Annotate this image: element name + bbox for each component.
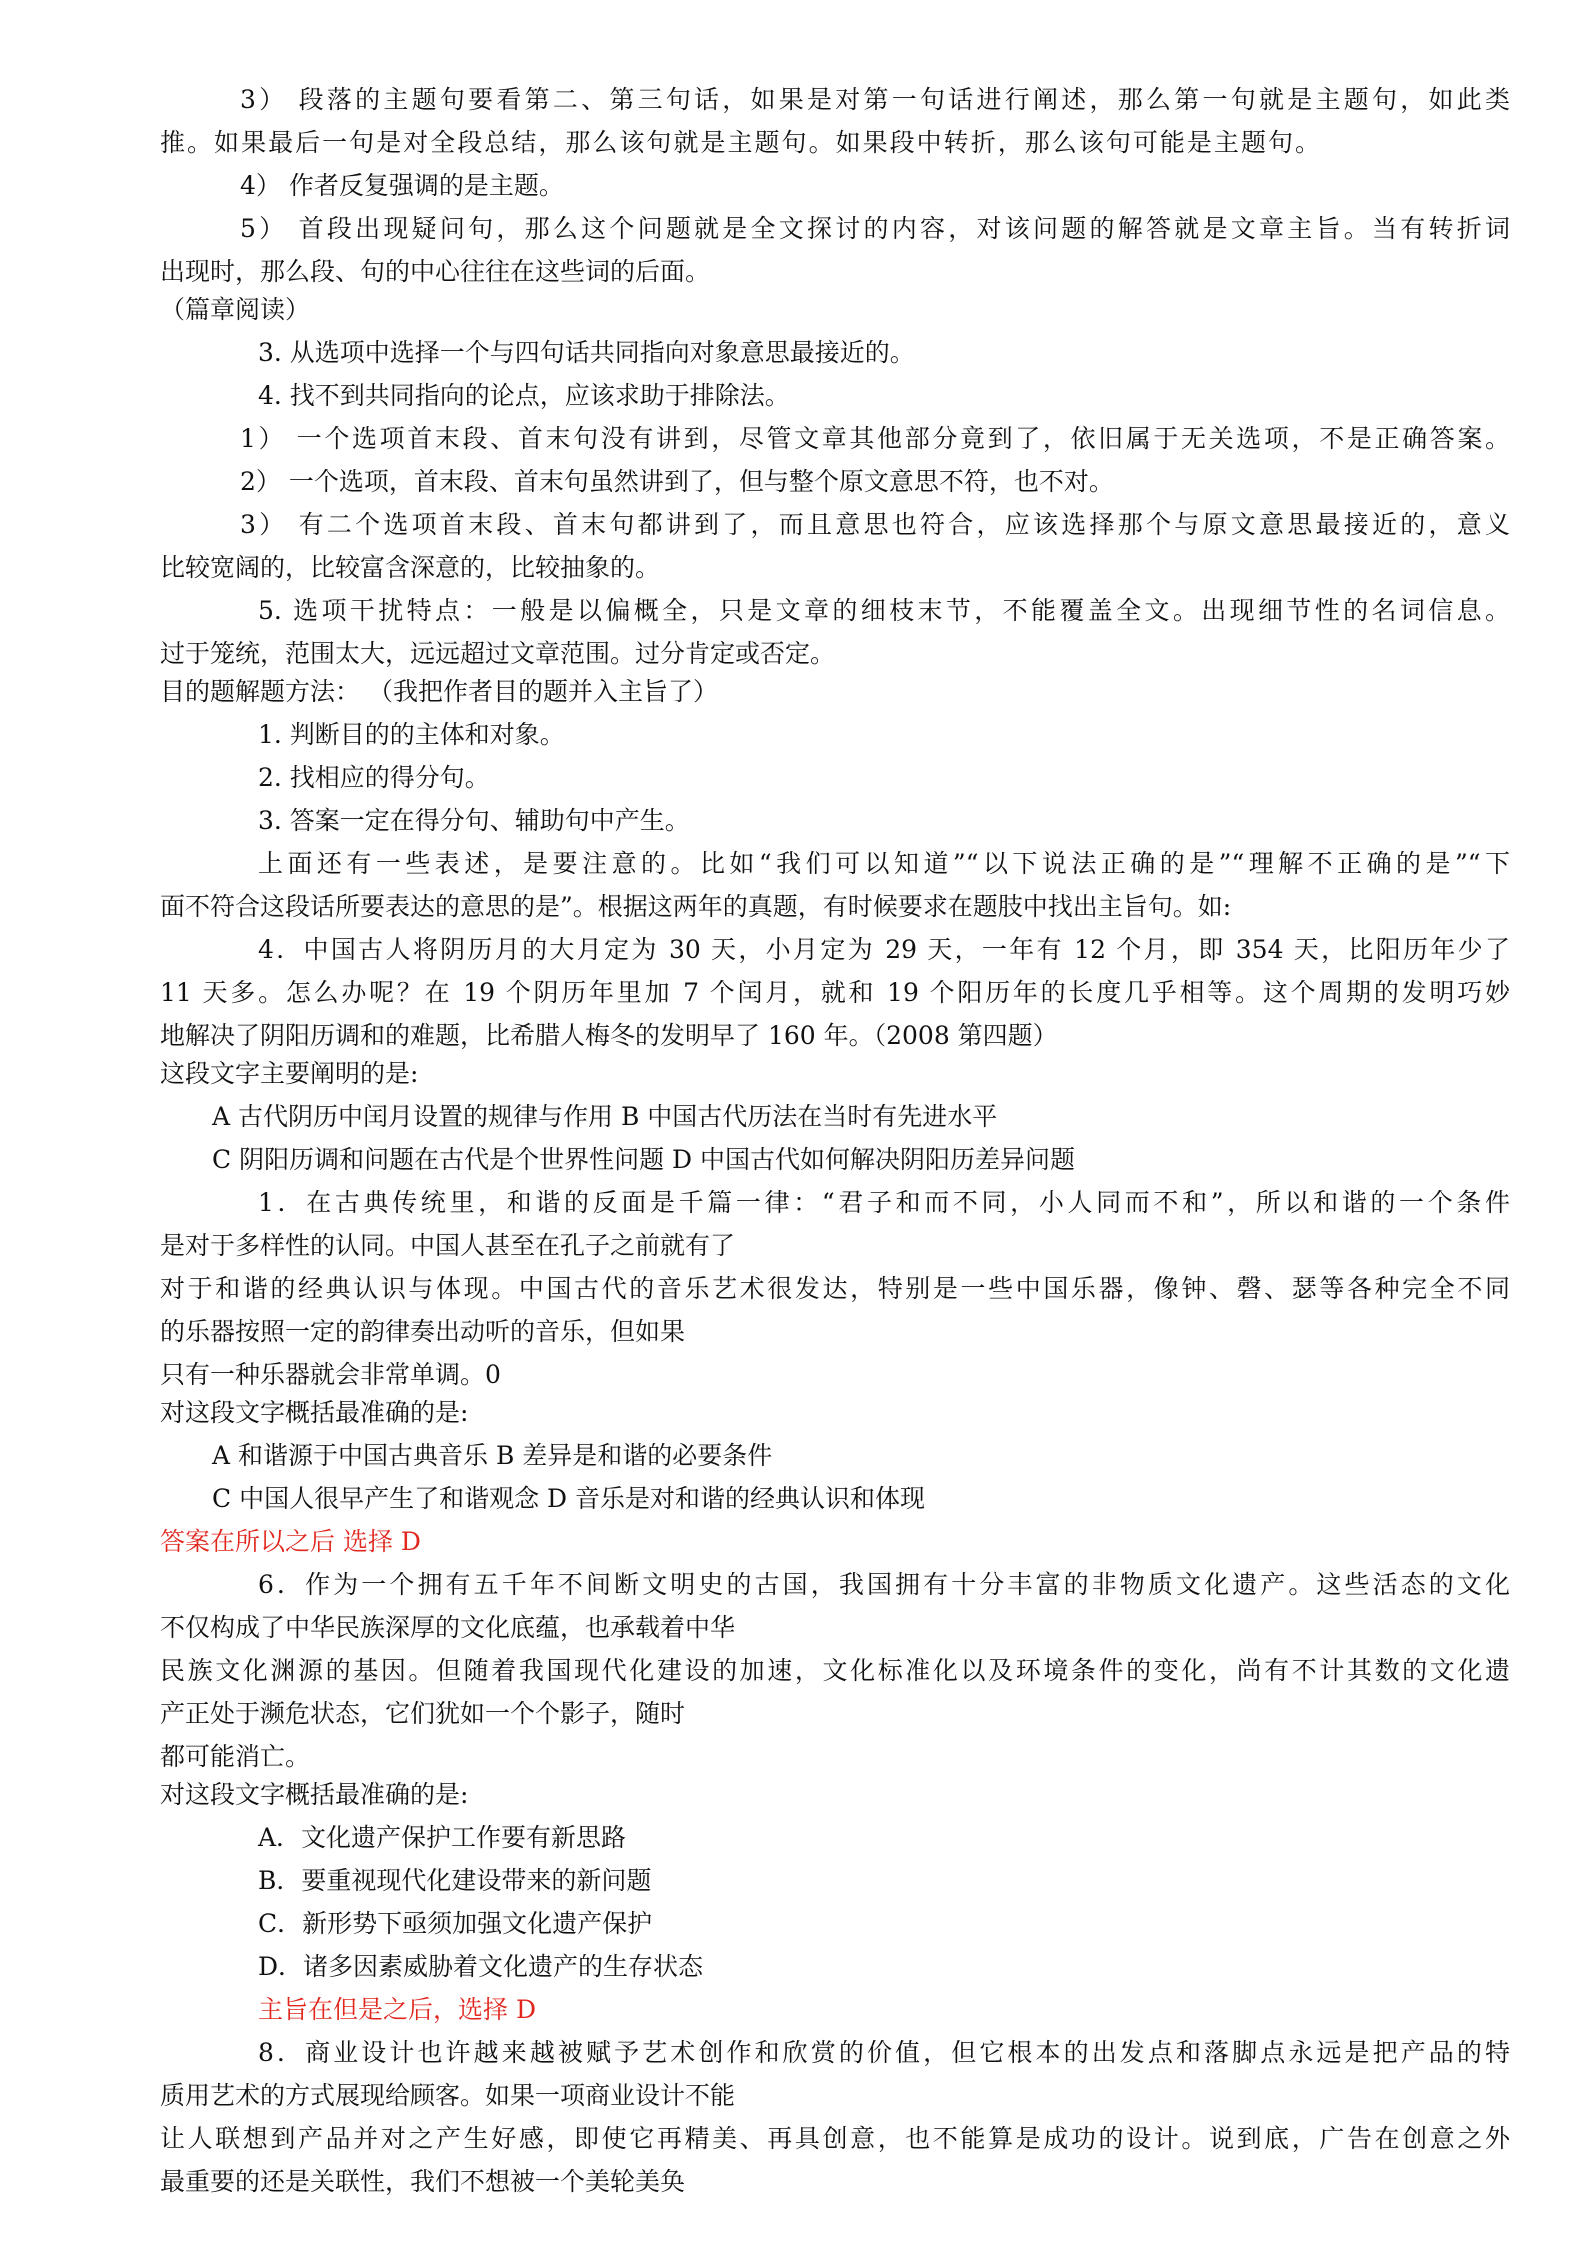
text-line: 是对于多样性的认同。中国人甚至在孔子之前就有了 xyxy=(160,1231,736,1260)
text-line: 1） 一个选项首末段、首末句没有讲到，尽管文章其他部分竟到了，依旧属于无关选项，不是正确答案。 xyxy=(240,424,1510,453)
answer-note: 主旨在但是之后，选择 D xyxy=(258,1995,536,2024)
question-prompt: 对这段文字概括最准确的是: xyxy=(160,1398,469,1427)
option-row: A．文化遗产保护工作要有新思路 xyxy=(258,1823,627,1852)
text-line: 3） 有二个选项首末段、首末句都讲到了，而且意思也符合，应该选择那个与原文意思最接近的，意义 xyxy=(240,510,1510,539)
text-line: 产正处于濒危状态，它们犹如一个个影子，随时 xyxy=(160,1699,686,1728)
text-line: 只有一种乐器就会非常单调。0 xyxy=(160,1360,501,1389)
text-line: 1. 判断目的的主体和对象。 xyxy=(258,720,565,749)
text-line: 推。如果最后一句是对全段总结，那么该句就是主题句。如果段中转折，那么该句可能是主题句。 xyxy=(160,128,1320,157)
text-line: 4．中国古人将阴历月的大月定为 30 天，小月定为 29 天，一年有 12 个月，即 354 天，比阳历年少了 xyxy=(258,935,1510,964)
text-line: 3） 段落的主题句要看第二、第三句话，如果是对第一句话进行阐述，那么第一句就是主题句，如此类 xyxy=(240,85,1510,114)
text-line: 地解决了阴阳历调和的难题，比希腊人梅冬的发明早了 160 年。（2008 第四题） xyxy=(160,1021,1058,1050)
option-row: C 阴阳历调和问题在古代是个世界性问题 D 中国古代如何解决阴阳历差异问题 xyxy=(212,1145,1076,1174)
text-line: 面不符合这段话所要表达的意思的是”。根据这两年的真题，有时候要求在题肢中找出主旨句。如: xyxy=(160,892,1232,921)
text-line: 让人联想到产品并对之产生好感，即使它再精美、再具创意，也不能算是成功的设计。说到底，广告在创意之外 xyxy=(160,2124,1510,2153)
section-heading: 目的题解题方法： （我把作者目的题并入主旨了） xyxy=(160,677,718,706)
text-line: 2） 一个选项，首末段、首末句虽然讲到了，但与整个原文意思不符，也不对。 xyxy=(240,467,1114,496)
option-row: D．诸多因素威胁着文化遗产的生存状态 xyxy=(258,1952,704,1981)
text-line: 11 天多。怎么办呢？在 19 个阴历年里加 7 个闰月，就和 19 个阳历年的长度几乎相等。这个周期的发明巧妙 xyxy=(160,978,1510,1007)
answer-note: 答案在所以之后 选择 D xyxy=(160,1527,421,1556)
text-line: 最重要的还是关联性，我们不想被一个美轮美奂 xyxy=(160,2167,686,2196)
text-line: 质用艺术的方式展现给顾客。如果一项商业设计不能 xyxy=(160,2081,736,2110)
text-line: 都可能消亡。 xyxy=(160,1742,311,1771)
text-line: 的乐器按照一定的韵律奏出动听的音乐，但如果 xyxy=(160,1317,686,1346)
option-row: C．新形势下亟须加强文化遗产保护 xyxy=(258,1909,653,1938)
text-line: 2. 找相应的得分句。 xyxy=(258,763,490,792)
text-line: 1．在古典传统里，和谐的反面是千篇一律：“君子和而不同，小人同而不和”，所以和谐的一个条件 xyxy=(258,1188,1510,1217)
text-line: 3. 从选项中选择一个与四句话共同指向对象意思最接近的。 xyxy=(258,338,915,367)
option-row: B．要重视现代化建设带来的新问题 xyxy=(258,1866,652,1895)
text-line: 8．商业设计也许越来越被赋予艺术创作和欣赏的价值，但它根本的出发点和落脚点永远是把产品的特 xyxy=(258,2038,1510,2067)
text-line: 比较宽阔的，比较富含深意的，比较抽象的。 xyxy=(160,553,661,582)
text-line: 民族文化渊源的基因。但随着我国现代化建设的加速，文化标准化以及环境条件的变化，尚有不计其数的文化遗 xyxy=(160,1656,1510,1685)
text-line: 4） 作者反复强调的是主题。 xyxy=(240,171,564,200)
question-prompt: 这段文字主要阐明的是: xyxy=(160,1059,419,1088)
text-line: 6．作为一个拥有五千年不间断文明史的古国，我国拥有十分丰富的非物质文化遗产。这些活态的文化 xyxy=(258,1570,1510,1599)
text-line: 5. 选项干扰特点：一般是以偏概全，只是文章的细枝末节，不能覆盖全文。出现细节性的名词信息。 xyxy=(258,596,1510,625)
text-line: 上面还有一些表述，是要注意的。比如“我们可以知道”“以下说法正确的是”“理解不正确的是”“下 xyxy=(258,849,1510,878)
text-line: 4. 找不到共同指向的论点，应该求助于排除法。 xyxy=(258,381,790,410)
text-line: 对于和谐的经典认识与体现。中国古代的音乐艺术很发达，特别是一些中国乐器，像钟、磬、瑟等各种完全不同 xyxy=(160,1274,1510,1303)
option-row: C 中国人很早产生了和谐观念 D 音乐是对和谐的经典认识和体现 xyxy=(212,1484,926,1513)
section-heading: （篇章阅读） xyxy=(160,295,311,324)
option-row: A 古代阴历中闰月设置的规律与作用 B 中国古代历法在当时有先进水平 xyxy=(212,1102,998,1131)
question-prompt: 对这段文字概括最准确的是: xyxy=(160,1780,469,1809)
text-line: 不仅构成了中华民族深厚的文化底蕴，也承载着中华 xyxy=(160,1613,736,1642)
text-line: 过于笼统，范围太大，远远超过文章范围。过分肯定或否定。 xyxy=(160,639,836,668)
text-line: 3. 答案一定在得分句、辅助句中产生。 xyxy=(258,806,690,835)
option-row: A 和谐源于中国古典音乐 B 差异是和谐的必要条件 xyxy=(212,1441,773,1470)
text-line: 出现时，那么段、句的中心往往在这些词的后面。 xyxy=(160,257,711,286)
text-line: 5） 首段出现疑问句，那么这个问题就是全文探讨的内容，对该问题的解答就是文章主旨。当有转折词 xyxy=(240,214,1510,243)
